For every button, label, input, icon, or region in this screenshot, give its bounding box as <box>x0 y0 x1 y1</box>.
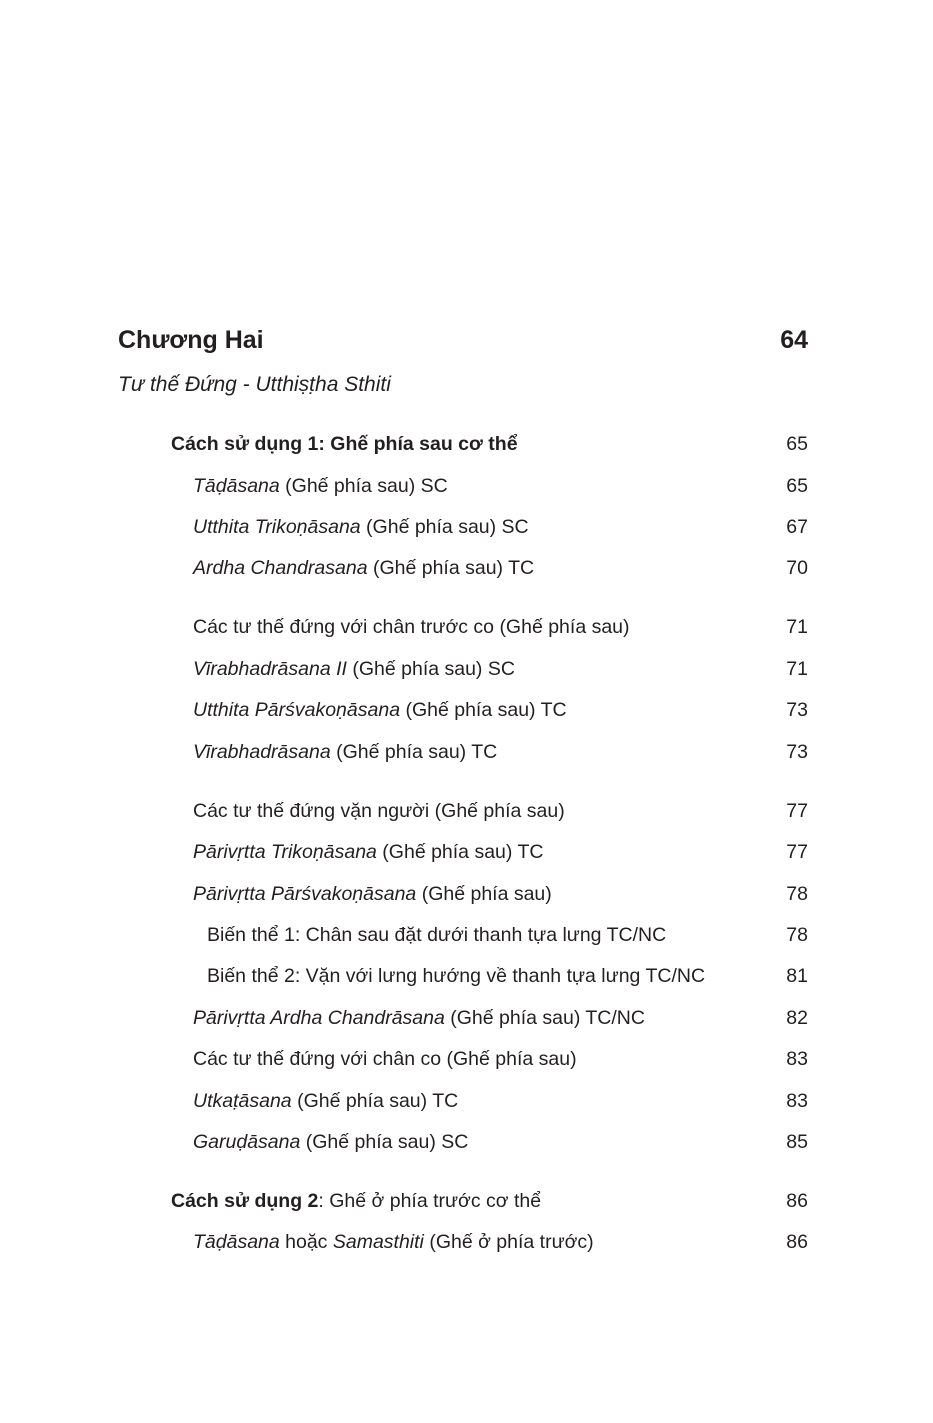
toc-entry-page: 86 <box>786 1190 808 1212</box>
toc-entry-page: 67 <box>786 516 808 538</box>
toc-entry-page: 71 <box>786 616 808 638</box>
toc-entry-text <box>193 471 448 501</box>
toc-entry[interactable] <box>0 737 933 767</box>
toc-entry[interactable] <box>0 1086 933 1116</box>
toc-entry-plain-text: : Ghế ở phía trước cơ thể <box>318 1190 542 1212</box>
toc-entry-page: 78 <box>786 883 808 905</box>
toc-entry-text <box>193 737 497 767</box>
toc-entry-page: 78 <box>786 924 808 946</box>
toc-entry-text <box>207 920 666 950</box>
toc-entry[interactable] <box>0 512 933 542</box>
toc-entry-plain-text: (Ghế phía sau) TC <box>400 699 567 721</box>
toc-entry-page: 70 <box>786 557 808 579</box>
toc-entry-page: 77 <box>786 800 808 822</box>
toc-entry-page: 65 <box>786 433 808 455</box>
toc-entry-plain-text: (Ghế phía sau) TC <box>330 741 498 763</box>
toc-entry-asana-name: Pārivṛtta Trikoṇāsana <box>193 841 377 863</box>
toc-entry-page: 81 <box>786 965 808 987</box>
toc-entry-asana-name: Tāḍāsana <box>193 1231 280 1253</box>
toc-entry-section[interactable] <box>0 429 933 459</box>
toc-entry-plain-text: (Ghế phía sau) <box>416 883 552 905</box>
toc-entry-group[interactable] <box>0 612 933 642</box>
toc-entry-asana-name: Pārivṛtta Pārśvakoṇāsana <box>193 883 417 905</box>
chapter-page-number: 64 <box>780 326 808 354</box>
toc-entry-asana-name: Vīrabhadrāsana II <box>193 658 347 680</box>
toc-entry-text <box>193 512 529 542</box>
toc-entry[interactable] <box>0 1127 933 1157</box>
toc-entry-group[interactable] <box>0 796 933 826</box>
toc-entry-plain-text: (Ghế phía sau) TC <box>376 841 544 863</box>
toc-entry-plain-text: Biến thể 2: Vặn với lưng hướng về thanh tựa lưng TC/NC <box>207 965 706 987</box>
toc-entry-plain-text: (Ghế phía sau) TC <box>291 1090 459 1112</box>
toc-entry-plain-text: (Ghế phía sau) SC <box>346 658 515 680</box>
toc-entry-text <box>171 429 518 459</box>
toc-entry[interactable] <box>0 1227 933 1257</box>
toc-entry-text <box>171 1186 541 1216</box>
toc-entry-text <box>193 1003 645 1033</box>
toc-entry-plain-text: Các tư thế đứng vặn người (Ghế phía sau) <box>193 800 565 822</box>
toc-entry[interactable] <box>0 695 933 725</box>
toc-entry-page: 73 <box>786 741 808 763</box>
toc-entry-text <box>193 654 515 684</box>
toc-entry-plain-text-2: (Ghế ở phía trước) <box>423 1231 594 1253</box>
toc-entry-plain-text: (Ghế phía sau) TC/NC <box>444 1007 645 1029</box>
toc-entry-plain-text: Các tư thế đứng với chân co (Ghế phía sau) <box>193 1048 577 1070</box>
toc-entry-text <box>193 553 534 583</box>
toc-entry-text <box>193 879 552 909</box>
toc-entry-text <box>193 1127 468 1157</box>
toc-entry-asana-name: Utkaṭāsana <box>193 1090 292 1112</box>
toc-entry[interactable] <box>0 837 933 867</box>
toc-entry-plain-text: Biến thể 1: Chân sau đặt dưới thanh tựa lưng TC/NC <box>207 924 667 946</box>
toc-entry-variation[interactable] <box>0 920 933 950</box>
toc-entry-asana-name: Utthita Pārśvakoṇāsana <box>193 699 401 721</box>
toc-entry-page: 65 <box>786 475 808 497</box>
toc-entry-text <box>193 796 565 826</box>
toc-entry-asana-name: Utthita Trikoṇāsana <box>193 516 361 538</box>
toc-entry[interactable] <box>0 471 933 501</box>
toc-entry-text <box>207 961 705 991</box>
toc-entry-plain-text: (Ghế phía sau) SC <box>300 1131 469 1153</box>
toc-entry-text <box>193 1227 594 1257</box>
toc-entry[interactable] <box>0 553 933 583</box>
toc-entry-section[interactable] <box>0 1186 933 1216</box>
toc-entry-page: 83 <box>786 1090 808 1112</box>
toc-entry-bold-text: Cách sử dụng 1: Ghế phía sau cơ thể <box>171 433 518 455</box>
toc-entry-variation[interactable] <box>0 961 933 991</box>
toc-entry-asana-name: Tāḍāsana <box>193 475 280 497</box>
chapter-subtitle: Tư thế Đứng - Utthiṣṭha Sthiti <box>118 373 391 396</box>
toc-entry-page: 83 <box>786 1048 808 1070</box>
toc-entry[interactable] <box>0 654 933 684</box>
toc-entry-page: 73 <box>786 699 808 721</box>
toc-entry-page: 82 <box>786 1007 808 1029</box>
toc-entry-plain-text: Các tư thế đứng với chân trước co (Ghế phía sau) <box>193 616 630 638</box>
toc-entry-text <box>193 612 630 642</box>
toc-entry-asana-name: Ardha Chandrasana <box>193 557 368 579</box>
toc-entry-plain-text: hoặc <box>279 1231 333 1253</box>
toc-entry[interactable] <box>0 1003 933 1033</box>
toc-entry-page: 86 <box>786 1231 808 1253</box>
toc-entry-group[interactable] <box>0 1044 933 1074</box>
toc-entry-bold-text: Cách sử dụng 2 <box>171 1190 319 1212</box>
chapter-heading <box>118 322 808 358</box>
toc-entry-asana-name: Garuḍāsana <box>193 1131 301 1153</box>
toc-entry-asana-name: Vīrabhadrāsana <box>193 741 331 763</box>
toc-entry-text <box>193 1044 577 1074</box>
toc-entry-text <box>193 695 567 725</box>
toc-entry-page: 71 <box>786 658 808 680</box>
toc-entry-plain-text: (Ghế phía sau) SC <box>279 475 448 497</box>
toc-entry-page: 77 <box>786 841 808 863</box>
toc-entry[interactable] <box>0 879 933 909</box>
toc-entry-text <box>193 837 543 867</box>
chapter-title: Chương Hai <box>118 326 264 354</box>
toc-entry-asana-name: Pārivṛtta Ardha Chandrāsana <box>193 1007 445 1029</box>
toc-entry-page: 85 <box>786 1131 808 1153</box>
toc-entry-plain-text: (Ghế phía sau) SC <box>360 516 529 538</box>
toc-entry-text <box>193 1086 458 1116</box>
toc-entry-plain-text: (Ghế phía sau) TC <box>367 557 535 579</box>
toc-entry-asana-name-2: Samasthiti <box>332 1231 424 1253</box>
